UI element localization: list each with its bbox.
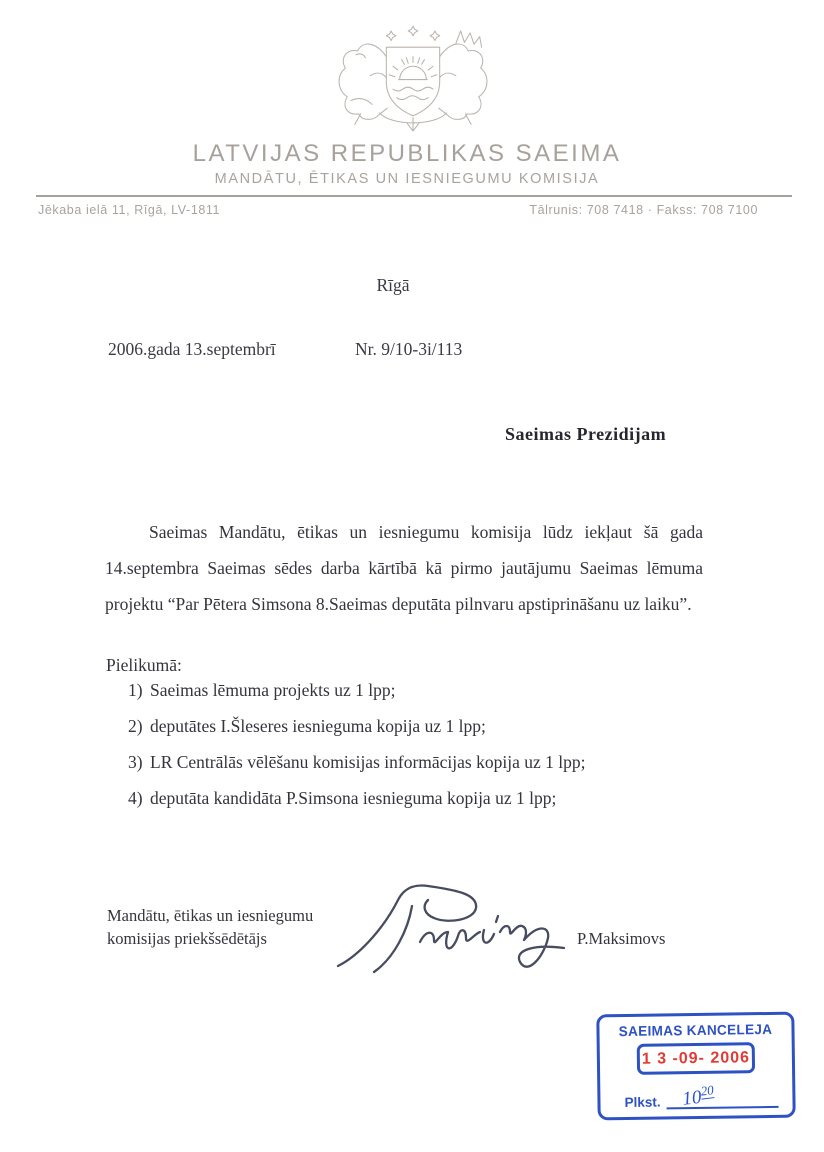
organization-name: LATVIJAS REPUBLIKAS SAEIMA [192,140,622,167]
document-number: Nr. 9/10-3i/113 [355,339,463,359]
stamp-time-label: Plkst. [624,1094,661,1111]
letterhead-contact-row [38,203,758,217]
latvia-coat-of-arms-icon [332,24,494,138]
letterhead-divider [36,195,792,197]
attachment-item [128,780,703,816]
stamp-time-line [666,1082,778,1110]
letterhead-phone-fax: Tālrunis: 708 7418 · Fakss: 708 7100 [529,203,758,217]
committee-name: MANDĀTU, ĒTIKAS UN IESNIEGUMU KOMISIJA [214,171,600,187]
document-place: Rīgā [376,275,410,295]
attachment-number: 1) [128,680,143,700]
signer-title-line2: komisijas priekšsēdētājs [107,929,267,948]
body-paragraph: Saeimas Mandātu, ētikas un iesniegumu komisija lūdz iekļaut šā gada 14.septembra Saeimas sēdes darba kārtībā kā pirmo jautājumu Saeimas lēmuma projektu “Par Pētera Simsona 8.Saeimas deputāta pilnvaru apstiprināšanu uz laiku”. [105,522,703,614]
attachment-item [128,672,703,708]
handwritten-time [681,1082,715,1111]
attachment-number: 4) [128,788,143,808]
signer-name: P.Maksimovs [577,929,666,948]
handwritten-time-minutes: 20 [699,1082,715,1099]
registration-stamp [596,1012,795,1121]
stamp-date-box [637,1042,755,1075]
signer-title [107,904,313,950]
attachment-number: 3) [128,752,143,772]
signer-title-line1: Mandātu, ētikas un iesniegumu [107,906,314,925]
letterhead-address: Jēkaba ielā 11, Rīgā, LV-1811 [38,203,221,217]
attachments-list [128,672,703,816]
attachments-label: Pielikumā: [106,655,182,675]
handwritten-signature-icon [328,880,576,982]
attachment-text: LR Centrālās vēlēšanu komisijas informācijas kopija uz 1 lpp; [150,752,586,772]
attachment-text: deputātes I.Šleseres iesnieguma kopija uz 1 lpp; [150,716,486,736]
attachment-text: Saeimas lēmuma projekts uz 1 lpp; [150,680,396,700]
stamp-time-row [624,1082,778,1111]
attachment-item [128,708,703,744]
handwritten-time-hours: 10 [681,1086,703,1110]
attachment-item [128,744,703,780]
stamp-organization: SAEIMAS KANCELEJA [618,1020,773,1040]
document-date: 2006.gada 13.septembrī [108,339,276,359]
stamp-date: 1 3 -09- 2006 [641,1048,751,1068]
recipient: Saeimas Prezidijam [505,424,667,444]
attachment-text: deputāta kandidāta P.Simsona iesnieguma kopija uz 1 lpp; [150,788,557,808]
attachment-number: 2) [128,716,143,736]
